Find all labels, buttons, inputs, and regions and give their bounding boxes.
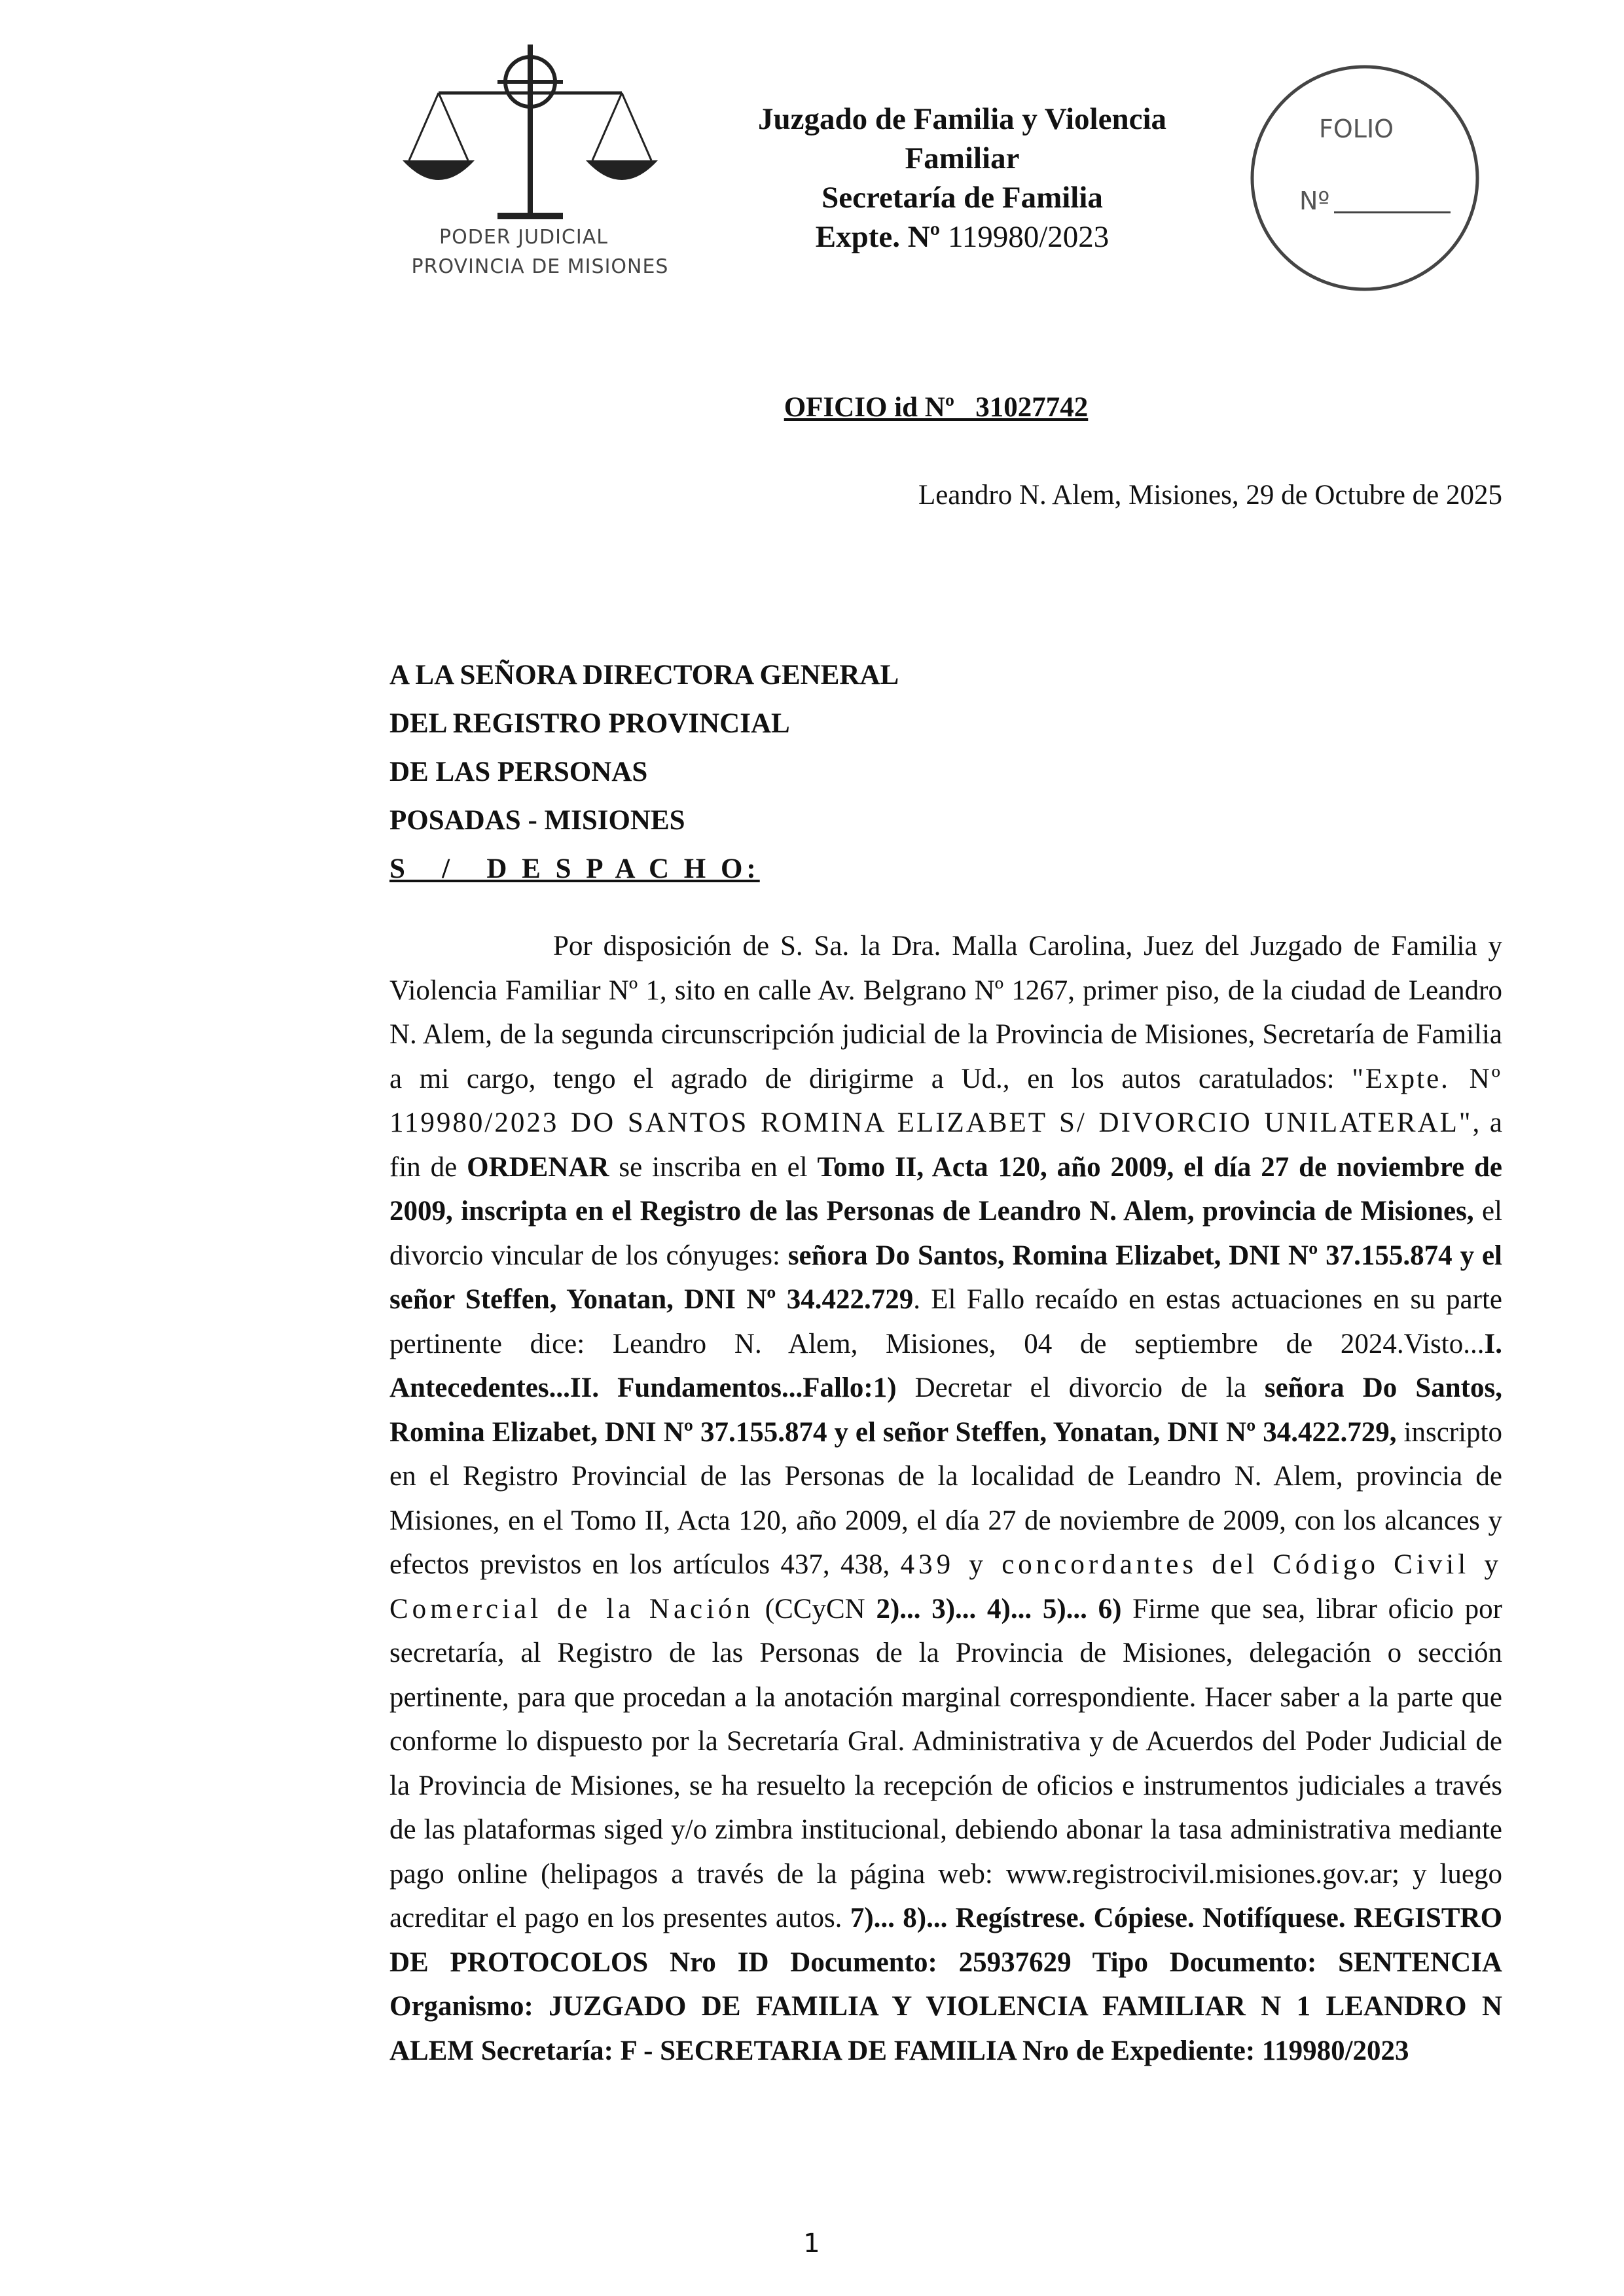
expte-label: Expte. Nº bbox=[815, 220, 941, 254]
court-name-line1: Juzgado de Familia y Violencia bbox=[757, 102, 1167, 136]
court-header bbox=[707, 99, 1218, 257]
date-line: Leandro N. Alem, Misiones, 29 de Octubre de 2025 bbox=[918, 480, 1502, 511]
ordenar-emphasis: ORDENAR bbox=[467, 1151, 609, 1183]
body-text-segment: , a fin de bbox=[389, 1107, 1503, 1183]
code-reference: 439 y concordantes del Código Civil y Comercial de la Nación bbox=[389, 1549, 1502, 1624]
addressee-line: POSADAS - MISIONES bbox=[389, 805, 685, 836]
body-text-segment: Por disposición de S. Sa. la Dra. Malla Carolina, Juez del Juzgado de Familia y Violencia Familiar Nº 1, sito en calle Av. Belgrano Nº 1267, primer piso, de la ciudad de Leandro N. Alem, de la segunda circunscripción judicial de la Provincia de Misiones, Secretaría de Familia a mi cargo, tengo el agrado de dirigirme a Ud., en los autos caratulados: bbox=[389, 931, 1502, 1094]
protocol-registry: 7)... 8)... Regístrese. Cópiese. Notifíquese. REGISTRO DE PROTOCOLOS Nro ID Documento: 25937629 Tipo Documento: SENTENCIA Organismo: JUZGADO DE FAMILIA Y VIOLENCIA FAMILIAR N 1 LEANDRO N ALEM Secretaría: F - SECRETARIA DE FAMILIA Nro de Expediente: 119980/2023 bbox=[389, 1903, 1503, 2066]
addressee-line: A LA SEÑORA DIRECTORA GENERAL bbox=[389, 660, 899, 691]
body-text-segment: (CCyCN bbox=[754, 1593, 876, 1624]
expte-number: 119980/2023 bbox=[947, 220, 1110, 254]
folio-number-label: Nº bbox=[1299, 187, 1330, 215]
body-text bbox=[389, 924, 1502, 2073]
body-text-segment: Decretar el divorcio de la bbox=[896, 1372, 1265, 1403]
poder-judicial-logo bbox=[399, 39, 681, 295]
body-text-segment: a través de la página web: www.registrocivil.misiones.gov.ar; y luego acreditar el pago en los presentes autos. bbox=[389, 1858, 1502, 1933]
spouses-names: señora Do Santos, Romina Elizabet, DNI Nº 37.155.874 y el señor Steffen, Yonatan, DNI Nº 34.422.729 bbox=[389, 1240, 1502, 1315]
ruling-items: 2)... 3)... 4)... 5)... 6) bbox=[876, 1593, 1122, 1624]
ruling-sections: I. Antecedentes...II. Fundamentos...Fallo:1) bbox=[389, 1328, 1502, 1403]
page-number: 1 bbox=[803, 2229, 820, 2259]
folio-stamp bbox=[1247, 62, 1486, 295]
registry-reference: Tomo II, Acta 120, año 2009, el día 27 de noviembre de 2009, inscripta en el Registro de las Personas de Leandro N. Alem, provincia de Misiones, bbox=[389, 1151, 1502, 1227]
addressee-line: DE LAS PERSONAS bbox=[389, 757, 648, 787]
body-text-segment: el divorcio vincular de los cónyuges: bbox=[389, 1196, 1502, 1271]
folio-label: FOLIO bbox=[1319, 115, 1394, 143]
court-name-line2: Familiar bbox=[905, 141, 1020, 175]
despacho-heading: S / D E S P A C H O: bbox=[389, 853, 760, 884]
body-text-segment: . El Fallo recaído en estas actuaciones en su parte pertinente dice: Leandro N. Alem, Misiones, 04 de septiembre de 2024.Visto... bbox=[389, 1284, 1502, 1359]
expte-line bbox=[707, 217, 1218, 257]
body-text-segment: Firme que sea, librar oficio por secretaría, al Registro de las Personas de la Provincia de Misiones, delegación o sección pertinente, para que procedan a la anotación marginal correspondiente. Hacer saber a la parte que conforme lo dispuesto por la Secretaría Gral. Administrativa y de Acuerdos del Poder Judicial de la Provincia de Misiones, se ha resuelto la recepción de oficios e instrumentos judiciales a través de las plataformas siged y/o zimbra institucional, debiendo abonar la tasa administrativa mediante pago online (helipagos bbox=[389, 1593, 1502, 1890]
logo-text-poder-judicial: PODER JUDICIAL bbox=[439, 226, 608, 249]
folio-number-blank bbox=[1334, 211, 1451, 213]
oficio-title: OFICIO id Nº 31027742 bbox=[784, 392, 1089, 423]
scales-of-justice-icon bbox=[399, 39, 681, 229]
secretaria-name: Secretaría de Familia bbox=[821, 181, 1103, 215]
logo-text-provincia: PROVINCIA DE MISIONES bbox=[411, 255, 669, 278]
case-caption: "Expte. Nº 119980/2023 DO SANTOS ROMINA ELIZABET S/ DIVORCIO UNILATERAL" bbox=[389, 1063, 1502, 1138]
addressee-line: DEL REGISTRO PROVINCIAL bbox=[389, 708, 790, 739]
addressee-block bbox=[389, 651, 899, 893]
body-text-segment: inscripto en el Registro Provincial de las Personas de la localidad de Leandro N. Alem, provincia de Misiones, en el Tomo II, Acta 120, año 2009, el día 27 de noviembre de 2009, con los alcances y efectos previstos en los artículos 437, 438, bbox=[389, 1416, 1502, 1580]
folio-stamp-circle-icon bbox=[1247, 62, 1486, 295]
spouses-names-ruling: señora Do Santos, Romina Elizabet, DNI Nº 37.155.874 y el señor Steffen, Yonatan, DNI Nº 34.422.729, bbox=[389, 1372, 1502, 1448]
body-text-segment: se inscriba en el bbox=[609, 1151, 818, 1183]
body-paragraph bbox=[389, 924, 1502, 2073]
